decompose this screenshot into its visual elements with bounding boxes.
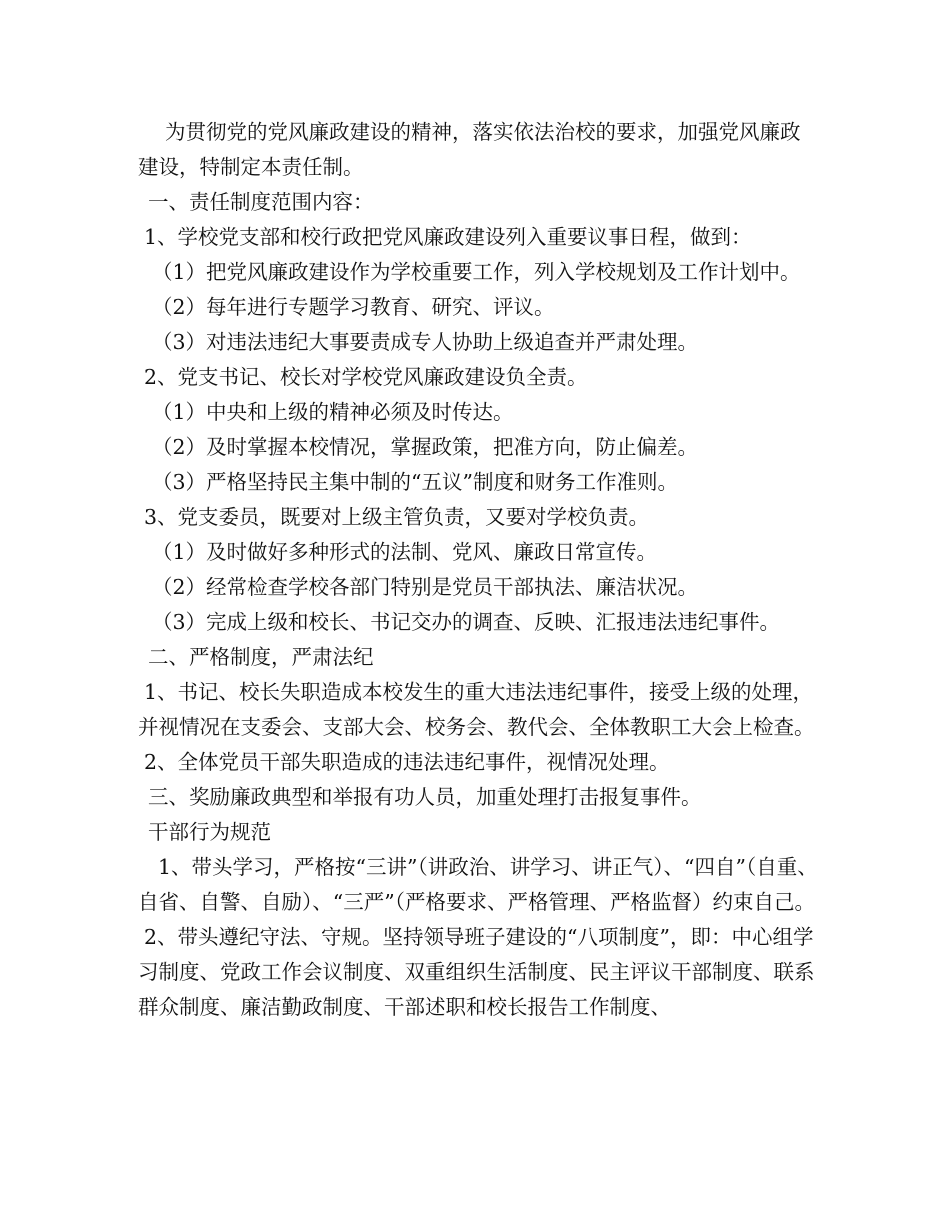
conduct-item-1: 1、带头学习，严格按“三讲”（讲政治、讲学习、讲正气）、“四自”（自重、自省、自警、自励）、“三严”（严格要求、严格管理、严格监督）约束自己。 <box>138 855 818 914</box>
sub-item-2-3: （3）严格坚持民主集中制的“五议”制度和财务工作准则。 <box>152 470 679 494</box>
section-heading-1: 一、责任制度范围内容： <box>148 190 374 214</box>
sub-item-1-2: （2）每年进行专题学习教育、研究、评议。 <box>152 295 555 319</box>
sub-item-2-2: （2）及时掌握本校情况，掌握政策，把准方向，防止偏差。 <box>152 435 699 459</box>
section-heading-3: 三、奖励廉政典型和举报有功人员，加重处理打击报复事件。 <box>148 785 702 809</box>
item-1: 1、学校党支部和校行政把党风廉政建设列入重要议事日程，做到： <box>144 225 752 249</box>
intro-paragraph: 为贯彻党的党风廉政建设的精神，落实依法治校的要求，加强党风廉政建设，特制定本责任制。 <box>138 120 801 179</box>
sub-item-1-3: （3）对违法违纪大事要责成专人协助上级追查并严肃处理。 <box>152 330 699 354</box>
sub-item-3-2: （2）经常检查学校各部门特别是党员干部执法、廉洁状况。 <box>152 575 699 599</box>
rule-2: 2、全体党员干部失职造成的违法违纪事件，视情况处理。 <box>144 750 670 774</box>
item-3: 3、党支委员，既要对上级主管负责，又要对学校负责。 <box>144 505 650 529</box>
rule-1: 1、书记、校长失职造成本校发生的重大违法违纪事件，接受上级的处理，并视情况在支委会、支部大会、校务会、教代会、全体教职工大会上检查。 <box>138 680 815 739</box>
item-2: 2、党支书记、校长对学校党风廉政建设负全责。 <box>144 365 588 389</box>
sub-item-3-3: （3）完成上级和校长、书记交办的调查、反映、汇报违法违纪事件。 <box>152 610 781 634</box>
sub-item-3-1: （1）及时做好多种形式的法制、党风、廉政日常宣传。 <box>152 540 658 564</box>
document-body <box>138 115 818 1025</box>
section-heading-2: 二、严格制度，严肃法纪 <box>148 645 374 669</box>
sub-item-2-1: （1）中央和上级的精神必须及时传达。 <box>152 400 514 424</box>
conduct-item-2: 2、带头遵纪守法、守规。坚持领导班子建设的“八项制度”，即：中心组学习制度、党政工作会议制度、双重组织生活制度、民主评议干部制度、联系群众制度、廉洁勤政制度、干部述职和校长报告工作制度、 <box>138 925 815 1019</box>
sub-item-1-1: （1）把党风廉政建设作为学校重要工作，列入学校规划及工作计划中。 <box>152 260 801 284</box>
section-heading-conduct: 干部行为规范 <box>148 820 271 844</box>
